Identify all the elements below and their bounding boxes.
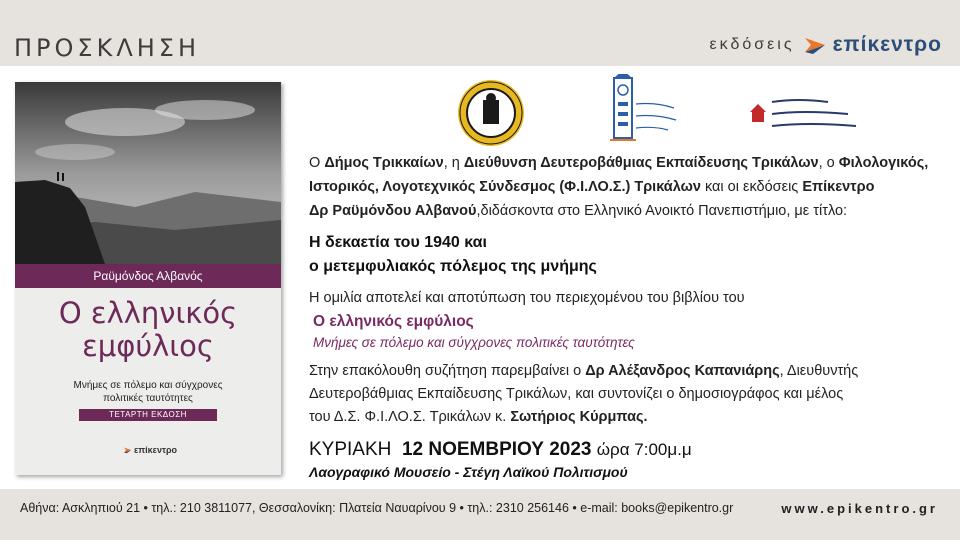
event-day: ΚΥΡΙΑΚΗ <box>309 439 392 460</box>
municipality-name: Δήμος Τρικκαίων <box>324 155 444 171</box>
intro-line-2 <box>309 176 874 199</box>
book-publisher <box>123 445 177 455</box>
book-edition-badge: ΤΕΤΑΡΤΗ ΕΚΔΟΣΗ <box>79 409 217 421</box>
text-fragment: και οι εκδόσεις <box>700 179 803 195</box>
speaker-description: ,διδάσκοντα στο Ελληνικό Ανοικτό Πανεπιστήμιο, με τίτλο: <box>476 203 848 219</box>
featured-book-subtitle: Μνήμες σε πόλεμο και σύγχρονες πολιτικές ταυτότητες <box>313 335 635 350</box>
book-author: Ραϋμόνδος Αλβανός <box>15 264 281 288</box>
footer-band <box>0 489 960 540</box>
text-fragment: , η <box>443 155 464 171</box>
discussion-line-1 <box>309 360 858 383</box>
intro-line-3 <box>309 200 847 223</box>
event-time: ώρα 7:00μ.μ <box>596 440 692 459</box>
discussion-line-2: Δευτεροβάθμιας Εκπαίδευσης Τρικάλων, και συντονίζει ο δημοσιογράφος και μέλος <box>309 386 844 402</box>
featured-book-title: Ο ελληνικός εμφύλιος <box>313 313 474 330</box>
philos-logo-icon <box>748 92 858 138</box>
event-datetime <box>309 439 692 461</box>
organizer-logos <box>456 74 886 154</box>
publisher-header <box>710 33 942 57</box>
lecture-title-line2: ο μετεμφυλιακός πόλεμος της μνήμης <box>309 258 597 275</box>
moderator-name: Σωτήριος Κύρμπας. <box>510 409 648 425</box>
discussion-line-3 <box>309 406 648 429</box>
book-subtitle-line1: Μνήμες σε πόλεμο και σύγχρονες <box>73 380 223 391</box>
publisher-brand: επίκεντρο <box>832 33 942 56</box>
book-cover-title <box>15 297 281 363</box>
book-title-line1: Ο ελληνικός <box>58 296 238 330</box>
text-fragment: Ο <box>309 155 325 171</box>
footer-website-link[interactable]: www.epikentro.gr <box>781 501 938 516</box>
speaker-name: Δρ Ραϋμόνδου Αλβανού <box>309 203 477 219</box>
municipality-seal-icon <box>456 78 526 148</box>
footer-contact: Αθήνα: Ασκληπιού 21 • τηλ.: 210 3811077, Θεσσαλονίκη: Πλατεία Ναυαρίνου 9 • τηλ.: 2310 256146 • e-mail: books@epikentro.gr <box>20 501 734 515</box>
association-name: Ιστορικός, Λογοτεχνικός Σύνδεσμος (Φ.Ι.ΛΟ.Σ.) Τρικάλων <box>309 179 701 195</box>
book-subtitle-line2: πολιτικές ταυτότητες <box>103 393 193 404</box>
book-publisher-name: επίκεντρο <box>134 445 178 455</box>
event-venue: Λαογραφικό Μουσείο - Στέγη Λαϊκού Πολιτισμού <box>309 464 628 480</box>
book-title-line2: εμφύλιος <box>82 329 214 363</box>
directorate-name: Διεύθυνση Δευτεροβάθμιας Εκπαίδευσης Τρικάλων <box>463 155 819 171</box>
book-cover <box>15 82 281 475</box>
directorate-logo-icon <box>606 74 680 150</box>
association-name-part: Φιλολογικός, <box>838 155 929 171</box>
text-fragment: του Δ.Σ. Φ.Ι.ΛΟ.Σ. Τρικάλων κ. <box>309 409 511 425</box>
header-band <box>0 0 960 66</box>
publisher-prefix: εκδόσεις <box>709 36 795 53</box>
presentation-line: Η ομιλία αποτελεί και αποτύπωση του περιεχομένου του βιβλίου του <box>309 290 745 306</box>
text-fragment: , Διευθυντής <box>779 363 859 379</box>
lecture-title-line1: Η δεκαετία του 1940 και <box>309 234 487 251</box>
text-fragment: Στην επακόλουθη συζήτηση παρεμβαίνει ο <box>309 363 586 379</box>
book-cover-subtitle <box>15 379 281 405</box>
event-date: 12 ΝΟΕΜΒΡΙΟΥ 2023 <box>401 439 592 460</box>
discussant-name: Δρ Αλέξανδρος Καπανιάρης <box>585 363 780 379</box>
epikentro-logo-icon <box>123 446 132 454</box>
intro-line-1 <box>309 152 928 175</box>
publisher-name: Επίκεντρο <box>802 179 875 195</box>
epikentro-logo-icon <box>803 34 827 56</box>
book-cover-photo <box>15 82 281 264</box>
text-fragment: , ο <box>818 155 839 171</box>
page-title: ΠΡΟΣΚΛΗΣΗ <box>14 34 200 62</box>
